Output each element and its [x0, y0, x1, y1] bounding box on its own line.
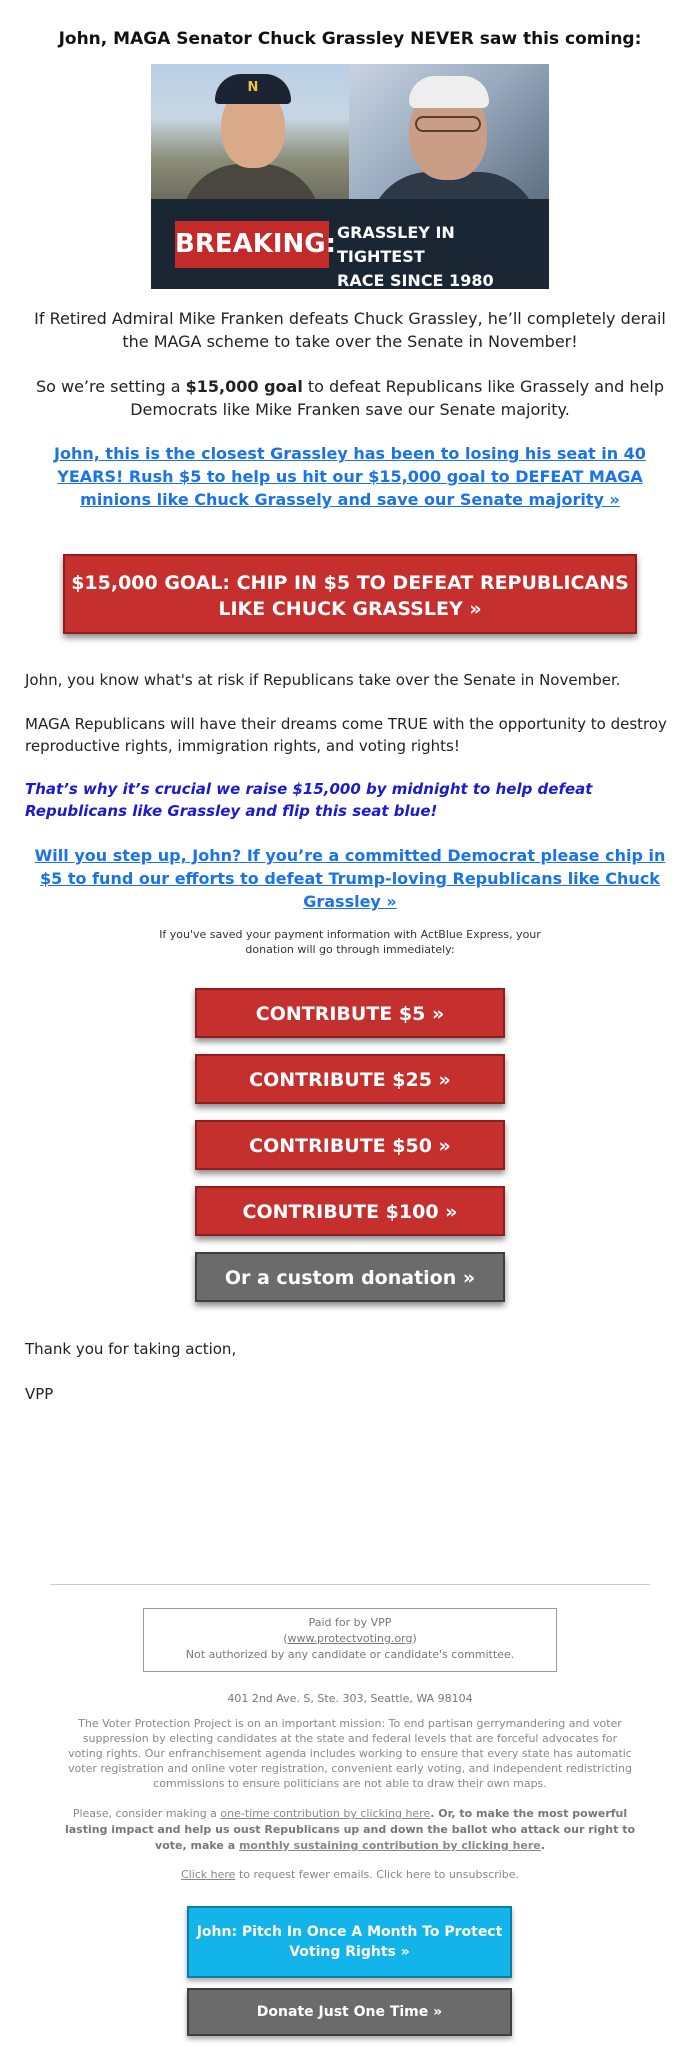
risk-paragraph: John, you know what's at risk if Republicans take over the Senate in November.: [25, 671, 621, 689]
goal-paragraph: So we’re setting a $15,000 goal to defeat Republicans like Grassely and help Democrats like Mike Franken save our Senate majority.: [35, 377, 665, 419]
breaking-text: GRASSLEY IN TIGHTEST RACE SINCE 1980: [337, 223, 494, 289]
closest-race-link[interactable]: John, this is the closest Grassley has been to losing his seat in 40 YEARS! Rush $5 to help us hit our $15,000 goal to DEFEAT MAGA minions like Chuck Grassely and save our Senate majority »: [54, 444, 646, 509]
franken-photo: [151, 64, 349, 199]
footer-divider: [50, 1584, 650, 1585]
cap-icon: N: [215, 74, 291, 104]
glasses-icon: [415, 116, 481, 132]
monthly-donation-button[interactable]: John: Pitch In Once A Month To Protect Voting Rights »: [187, 1906, 512, 1978]
signature: VPP: [25, 1385, 54, 1403]
one-time-donation-button[interactable]: Donate Just One Time »: [187, 1988, 512, 2036]
fewer-emails-link[interactable]: Click here: [180, 1868, 236, 1881]
contribution-request: Please, consider making a one-time contribution by clicking here. Or, to make the most powerful lasting impact and help us oust Republicans up and down the ballot who attack our right to vote, make a monthly sustaining contribution by clicking here.: [64, 1807, 636, 1852]
contribute-button-group: [25, 988, 675, 1302]
one-time-contribution-link[interactable]: one-time contribution by clicking here: [220, 1807, 431, 1820]
breaking-tag: BREAKING:: [175, 221, 329, 268]
grassley-photo: [349, 64, 549, 199]
maga-paragraph: MAGA Republicans will have their dreams come TRUE with the opportunity to destroy reproductive rights, immigration rights, and voting rights!: [25, 715, 667, 755]
contribute-25-button[interactable]: CONTRIBUTE $25 »: [195, 1054, 505, 1104]
chip-in-5-big-button[interactable]: $15,000 GOAL: CHIP IN $5 TO DEFEAT REPUBLICANS LIKE CHUCK GRASSLEY »: [63, 554, 637, 634]
fewer-emails-line: Click here to request fewer emails. Click here to unsubscribe.: [180, 1868, 520, 1881]
actblue-note: If you've saved your payment information with ActBlue Express, your donation will go through immediately:: [159, 928, 541, 956]
intro-paragraph: If Retired Admiral Mike Franken defeats Chuck Grassley, he’ll completely derail the MAGA scheme to take over the Senate in November!: [34, 309, 666, 351]
crucial-paragraph: That’s why it’s crucial we raise $15,000 by midnight to help defeat Republicans like Grassley and flip this seat blue!: [25, 780, 593, 820]
mailing-address: 401 2nd Ave. S, Ste. 303, Seattle, WA 98104: [227, 1692, 473, 1705]
step-up-link[interactable]: Will you step up, John? If you’re a committed Democrat please chip in $5 to fund our efforts to defeat Trump-loving Republicans like Chuck Grassley »: [34, 846, 666, 911]
hero-image: [151, 64, 549, 289]
contribute-5-button[interactable]: CONTRIBUTE $5 »: [195, 988, 505, 1038]
contribute-100-button[interactable]: CONTRIBUTE $100 »: [195, 1186, 505, 1236]
protectvoting-link[interactable]: www.protectvoting.org: [287, 1632, 413, 1645]
email-headline: John, MAGA Senator Chuck Grassley NEVER saw this coming:: [58, 29, 642, 49]
mission-statement: The Voter Protection Project is on an important mission: To end partisan gerrymandering and voter suppression by electing candidates at the state and federal levels that are forceful advocates for voting rights. Our enfranchisement agenda includes working to ensure that every state has automatic voter registration and online voter registration, convenient early voting, and independent redistricting commissions to ensure politicians are not able to draw their own maps.: [68, 1717, 632, 1790]
contribute-50-button[interactable]: CONTRIBUTE $50 »: [195, 1120, 505, 1170]
custom-donation-button[interactable]: Or a custom donation »: [195, 1252, 505, 1302]
monthly-contribution-link[interactable]: monthly sustaining contribution by clicking here: [238, 1839, 541, 1852]
paid-for-box: Paid for by VPP (www.protectvoting.org) Not authorized by any candidate or candidate's committee.: [143, 1608, 557, 1672]
thanks-text: Thank you for taking action,: [25, 1340, 237, 1358]
